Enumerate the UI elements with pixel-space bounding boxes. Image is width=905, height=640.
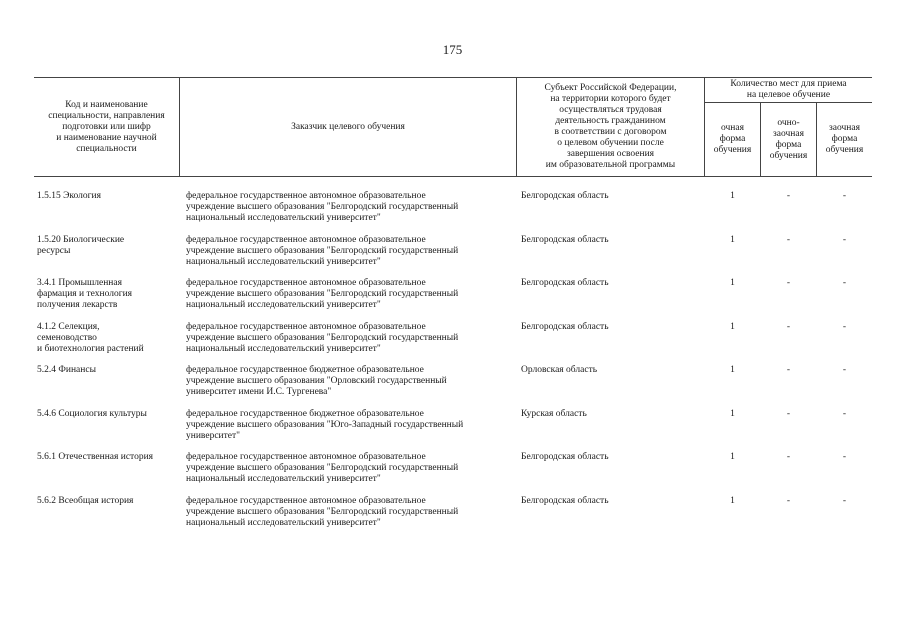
row-code: 5.6.2 Всеобщая история — [37, 496, 134, 506]
row-customer: федеральное государственное бюджетное образовательное учреждение высшего образования "Юго-Западный государственный университет" — [186, 409, 464, 441]
row-part-time: - — [786, 365, 791, 375]
row-code: 3.4.1 Промышленная фармация и технология получения лекарств — [37, 278, 133, 310]
row-customer: федеральное государственное автономное образовательное учреждение высшего образования "Белгородский государственный национальный исследовательский университет" — [186, 322, 459, 354]
header-part-time: очно- заочная форма обучения — [769, 117, 808, 161]
row-full-time: 1 — [730, 409, 735, 419]
row-code: 5.4.6 Социология культуры — [37, 409, 147, 419]
row-distance: - — [842, 322, 847, 332]
row-distance: - — [842, 235, 847, 245]
header-bottom-rule — [34, 176, 872, 177]
row-full-time: 1 — [730, 452, 735, 462]
row-customer: федеральное государственное автономное образовательное учреждение высшего образования "Белгородский государственный национальный исследовательский университет" — [186, 278, 459, 310]
row-customer: федеральное государственное автономное образовательное учреждение высшего образования "Белгородский государственный национальный исследовательский университет" — [186, 235, 459, 267]
row-region: Белгородская область — [521, 235, 609, 245]
row-region: Белгородская область — [521, 278, 609, 288]
row-code: 1.5.15 Экология — [37, 191, 101, 201]
row-region: Белгородская область — [521, 191, 609, 201]
row-region: Орловская область — [521, 365, 598, 375]
row-distance: - — [842, 191, 847, 201]
row-part-time: - — [786, 278, 791, 288]
row-code: 5.6.1 Отечественная история — [37, 452, 154, 462]
row-distance: - — [842, 409, 847, 419]
header-customer: Заказчик целевого обучения — [291, 121, 405, 132]
row-part-time: - — [786, 409, 791, 419]
header-code: Код и наименование специальности, направления подготовки или шифр и наименование научной специальности — [48, 99, 165, 154]
header-full-time: очная форма обучения — [713, 123, 752, 155]
row-part-time: - — [786, 452, 791, 462]
row-part-time: - — [786, 191, 791, 201]
row-part-time: - — [786, 235, 791, 245]
row-region: Белгородская область — [521, 496, 609, 506]
row-part-time: - — [786, 322, 791, 332]
row-full-time: 1 — [730, 365, 735, 375]
page-number: 175 — [442, 42, 463, 57]
row-distance: - — [842, 452, 847, 462]
row-full-time: 1 — [730, 191, 735, 201]
row-code: 4.1.2 Селекция, семеноводство и биотехнология растений — [37, 322, 144, 354]
row-full-time: 1 — [730, 278, 735, 288]
row-customer: федеральное государственное автономное образовательное учреждение высшего образования "Белгородский государственный национальный исследовательский университет" — [186, 496, 459, 528]
row-region: Белгородская область — [521, 452, 609, 462]
row-full-time: 1 — [730, 496, 735, 506]
row-customer: федеральное государственное автономное образовательное учреждение высшего образования "Белгородский государственный национальный исследовательский университет" — [186, 452, 459, 484]
row-distance: - — [842, 496, 847, 506]
row-customer: федеральное государственное автономное образовательное учреждение высшего образования "Белгородский государственный национальный исследовательский университет" — [186, 191, 459, 223]
row-full-time: 1 — [730, 235, 735, 245]
row-code: 5.2.4 Финансы — [37, 365, 96, 375]
row-customer: федеральное государственное бюджетное образовательное учреждение высшего образования "Орловский государственный университет имени И.С. Тургенева" — [186, 365, 447, 397]
row-distance: - — [842, 365, 847, 375]
row-full-time: 1 — [730, 322, 735, 332]
row-code: 1.5.20 Биологические ресурсы — [37, 235, 125, 256]
row-region: Белгородская область — [521, 322, 609, 332]
header-subject: Субъект Российской Федерации, на территории которого будет осуществляться трудовая деятельность гражданином в соответствии с договором о целевом обучении после завершения освоения им образовательной программы — [544, 83, 677, 170]
header-distance: заочная форма обучения — [825, 123, 864, 155]
header-places: Количество мест для приема на целевое обучение — [730, 79, 847, 100]
row-distance: - — [842, 278, 847, 288]
row-region: Курская область — [521, 409, 587, 419]
row-part-time: - — [786, 496, 791, 506]
